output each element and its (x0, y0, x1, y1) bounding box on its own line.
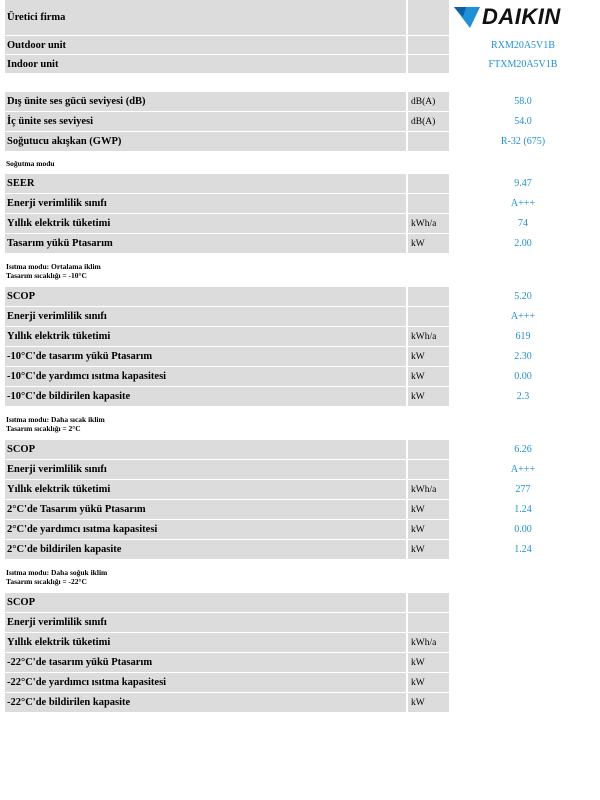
row-label: Tasarım yükü Ptasarım (5, 234, 406, 253)
heating-colder-row (5, 613, 595, 632)
row-value: 1.24 (514, 544, 532, 555)
heating-average-title: Isıtma modu: Ortalama iklim (6, 262, 101, 271)
row-unit (408, 440, 449, 459)
row-unit: kW (408, 367, 449, 386)
row-label: -10°C'de bildirilen kapasite (5, 387, 406, 406)
heating-average-row (5, 327, 595, 346)
row-value: A+++ (510, 464, 536, 475)
row-value: 54.0 (514, 116, 532, 127)
row-label: Yıllık elektrik tüketimi (5, 327, 406, 346)
row-value: R-32 (675) (500, 136, 546, 147)
row-unit: kW (408, 520, 449, 539)
row-label: SCOP (5, 287, 406, 306)
heating-warmer-row (5, 460, 595, 479)
heating-warmer-row (5, 540, 595, 559)
row-label: Enerji verimlilik sınıfı (5, 460, 406, 479)
heating-average-row (5, 347, 595, 366)
outdoor-unit-row (5, 36, 595, 54)
row-label: Yıllık elektrik tüketimi (5, 633, 406, 652)
heating-colder-design-temp: Tasarım sıcaklığı = -22°C (6, 577, 87, 586)
row-unit (408, 460, 449, 479)
cooling-row (5, 174, 595, 193)
row-value: 2.00 (514, 238, 532, 249)
general-row (5, 132, 595, 151)
row-label: SCOP (5, 593, 406, 612)
heating-colder-row (5, 693, 595, 712)
row-label: Indoor unit (5, 55, 406, 73)
row-unit: kW (408, 653, 449, 672)
row-value (451, 673, 595, 692)
heating-warmer-row (5, 440, 595, 459)
row-value: 2.30 (514, 351, 532, 362)
row-label: Yıllık elektrik tüketimi (5, 214, 406, 233)
row-label: Yıllık elektrik tüketimi (5, 480, 406, 499)
row-label: -10°C'de tasarım yükü Ptasarım (5, 347, 406, 366)
row-label: -22°C'de tasarım yükü Ptasarım (5, 653, 406, 672)
heating-average-design-temp: Tasarım sıcaklığı = -10°C (6, 271, 87, 280)
manufacturer-row (5, 0, 595, 35)
row-label: Üretici firma (5, 0, 406, 35)
row-unit (408, 287, 449, 306)
row-unit: kW (408, 387, 449, 406)
row-value (451, 653, 595, 672)
indoor-unit-row (5, 55, 595, 73)
general-row (5, 112, 595, 131)
row-unit (408, 613, 449, 632)
heating-average-row (5, 287, 595, 306)
row-label: 2°C'de yardımcı ısıtma kapasitesi (5, 520, 406, 539)
row-unit (408, 0, 449, 35)
row-label: -22°C'de yardımcı ısıtma kapasitesi (5, 673, 406, 692)
row-unit: kW (408, 540, 449, 559)
row-label: Dış ünite ses gücü seviyesi (dB) (5, 92, 406, 111)
row-value (451, 633, 595, 652)
row-unit: dB(A) (408, 112, 449, 131)
general-row (5, 92, 595, 111)
row-value: 5.20 (514, 291, 532, 302)
row-value: 0.00 (514, 371, 532, 382)
heating-colder-row (5, 593, 595, 612)
heating-warmer-title: Isıtma modu: Daha sıcak iklim (6, 415, 105, 424)
row-unit (408, 593, 449, 612)
heating-colder-row (5, 673, 595, 692)
row-label: 2°C'de Tasarım yükü Ptasarım (5, 500, 406, 519)
row-unit (408, 36, 449, 54)
row-value: 0.00 (514, 524, 532, 535)
row-unit: kW (408, 693, 449, 712)
row-value: A+++ (510, 311, 536, 322)
row-unit (408, 194, 449, 213)
heating-average-row (5, 387, 595, 406)
heating-average-row (5, 307, 595, 326)
row-label: SCOP (5, 440, 406, 459)
row-unit: dB(A) (408, 92, 449, 111)
row-unit (408, 307, 449, 326)
row-unit: kW (408, 673, 449, 692)
row-unit (408, 55, 449, 73)
row-label: 2°C'de bildirilen kapasite (5, 540, 406, 559)
row-value (451, 613, 595, 632)
row-value: 619 (515, 331, 531, 342)
row-value: FTXM20A5V1B (488, 58, 558, 70)
row-label: Enerji verimlilik sınıfı (5, 194, 406, 213)
row-label: Enerji verimlilik sınıfı (5, 307, 406, 326)
row-label: İç ünite ses seviyesi (5, 112, 406, 131)
row-value: 2.3 (516, 391, 530, 402)
cooling-row (5, 234, 595, 253)
cooling-row (5, 214, 595, 233)
row-unit: kWh/a (408, 214, 449, 233)
row-value (451, 593, 595, 612)
row-label: Enerji verimlilik sınıfı (5, 613, 406, 632)
row-label: SEER (5, 174, 406, 193)
row-label: -10°C'de yardımcı ısıtma kapasitesi (5, 367, 406, 386)
row-value: 9.47 (514, 178, 532, 189)
cooling-section-title: Soğutma modu (6, 159, 55, 168)
row-unit: kW (408, 500, 449, 519)
row-unit: kW (408, 347, 449, 366)
heating-average-row (5, 367, 595, 386)
heating-colder-title: Isıtma modu: Daha soğuk iklim (6, 568, 108, 577)
row-label: Soğutucu akışkan (GWP) (5, 132, 406, 151)
row-unit: kW (408, 234, 449, 253)
row-unit: kWh/a (408, 633, 449, 652)
row-value: 1.24 (514, 504, 532, 515)
heating-warmer-row (5, 520, 595, 539)
heating-warmer-row (5, 480, 595, 499)
heating-warmer-design-temp: Tasarım sıcaklığı = 2°C (6, 424, 81, 433)
heating-warmer-row (5, 500, 595, 519)
row-unit: kWh/a (408, 327, 449, 346)
cooling-row (5, 194, 595, 213)
row-value: 58.0 (514, 96, 532, 107)
row-value: 6.26 (514, 444, 532, 455)
heating-colder-row (5, 633, 595, 652)
row-unit (408, 132, 449, 151)
row-label: Outdoor unit (5, 36, 406, 54)
brand-name: DAIKIN (482, 4, 561, 29)
row-value (451, 0, 595, 35)
row-value: 74 (518, 218, 528, 229)
row-value (451, 693, 595, 712)
heating-colder-row (5, 653, 595, 672)
row-value: A+++ (510, 198, 536, 209)
row-value: RXM20A5V1B (491, 39, 555, 51)
row-label: -22°C'de bildirilen kapasite (5, 693, 406, 712)
row-value: 277 (515, 484, 531, 495)
row-unit: kWh/a (408, 480, 449, 499)
row-unit (408, 174, 449, 193)
